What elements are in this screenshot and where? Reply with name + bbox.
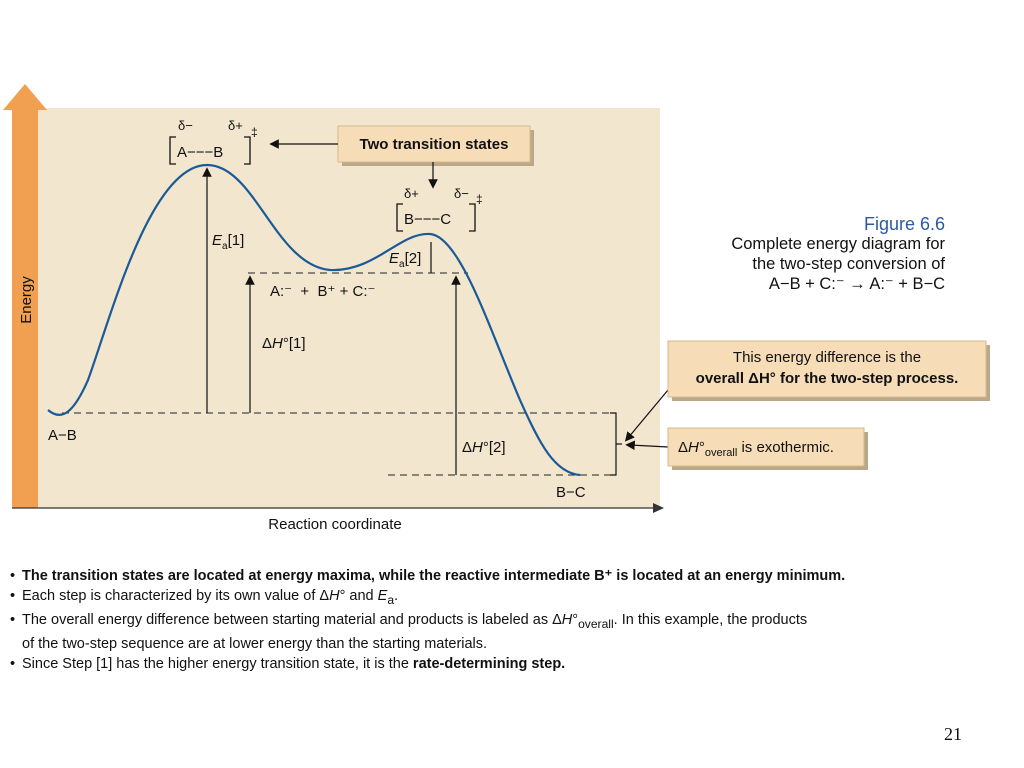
ts2-bond: B−−−C xyxy=(404,211,452,228)
bullet-dot: • xyxy=(10,611,16,628)
caption-line-2: the two-step conversion of xyxy=(752,255,945,273)
plot-background xyxy=(38,108,660,508)
dh2-label: ΔH°[2] xyxy=(462,439,506,456)
bullet-3-continuation: of the two-step sequence are at lower energy than the starting materials. xyxy=(22,635,488,652)
caption-line-1: Complete energy diagram for xyxy=(731,235,945,253)
exothermic-text: $\Delta H^\circ_{overall}$ is exothermic. xyxy=(678,439,834,459)
bullet-1-text: The transition states are located at energy maxima, while the reactive intermediate B⁺ is located at an energy minimum. xyxy=(22,568,846,584)
bullet-list xyxy=(10,566,1010,674)
bullet-dot: • xyxy=(10,568,16,584)
reactant-label: A−B xyxy=(48,427,77,444)
bullet-dot: • xyxy=(10,655,16,672)
overall-box-line1: This energy difference is the xyxy=(732,349,922,366)
ts1-dagger: ‡ xyxy=(251,125,258,139)
ts2-delta-right: δ− xyxy=(454,186,469,201)
reaction-coordinate-label: Reaction coordinate xyxy=(268,516,402,533)
intermediate-label: A:⁻ + B⁺ + C:⁻ xyxy=(270,283,376,300)
page-number: 21 xyxy=(944,724,962,744)
dh1-label: ΔH°[1] xyxy=(262,335,306,352)
figure-caption xyxy=(625,214,945,294)
bullet-2-text: Each step is characterized by its own value of ΔH° and $E_a$. xyxy=(22,588,399,607)
bullet-3-text: The overall energy difference between starting material and products is labeled as $\Delta H^\circ_{overall}$. In this example, the products xyxy=(22,611,808,631)
ts1-delta-left: δ− xyxy=(178,118,193,133)
bullet-item-4 xyxy=(10,654,1010,674)
ea1-label: $E_a[1]$ xyxy=(212,232,245,252)
bullet-item-1 xyxy=(10,566,1010,586)
caption-line-3: A−B + C:⁻ → A:⁻ + B−C xyxy=(768,275,945,293)
bullet-4-text: Since Step [1] has the higher energy transition state, it is the rate-determining step. xyxy=(22,655,566,672)
ts2-delta-left: δ+ xyxy=(404,186,419,201)
transition-states-callout-text: Two transition states xyxy=(359,136,509,153)
bullet-item-2 xyxy=(10,586,1010,610)
figure-title: Figure 6.6 xyxy=(863,214,945,234)
ea2-label: $E_a[2]$ xyxy=(389,250,422,270)
ts2-dagger: ‡ xyxy=(476,192,483,206)
product-label: B−C xyxy=(556,484,586,501)
bullet-dot: • xyxy=(10,588,16,604)
bullet-item-3 xyxy=(10,610,1010,634)
energy-axis-arrowhead xyxy=(3,84,47,110)
overall-box-line2: overall ΔH° for the two-step process. xyxy=(695,370,959,387)
ts1-bond: A−−−B xyxy=(177,144,224,161)
energy-axis-label: Energy xyxy=(18,276,35,324)
ts1-delta-right: δ+ xyxy=(228,118,243,133)
